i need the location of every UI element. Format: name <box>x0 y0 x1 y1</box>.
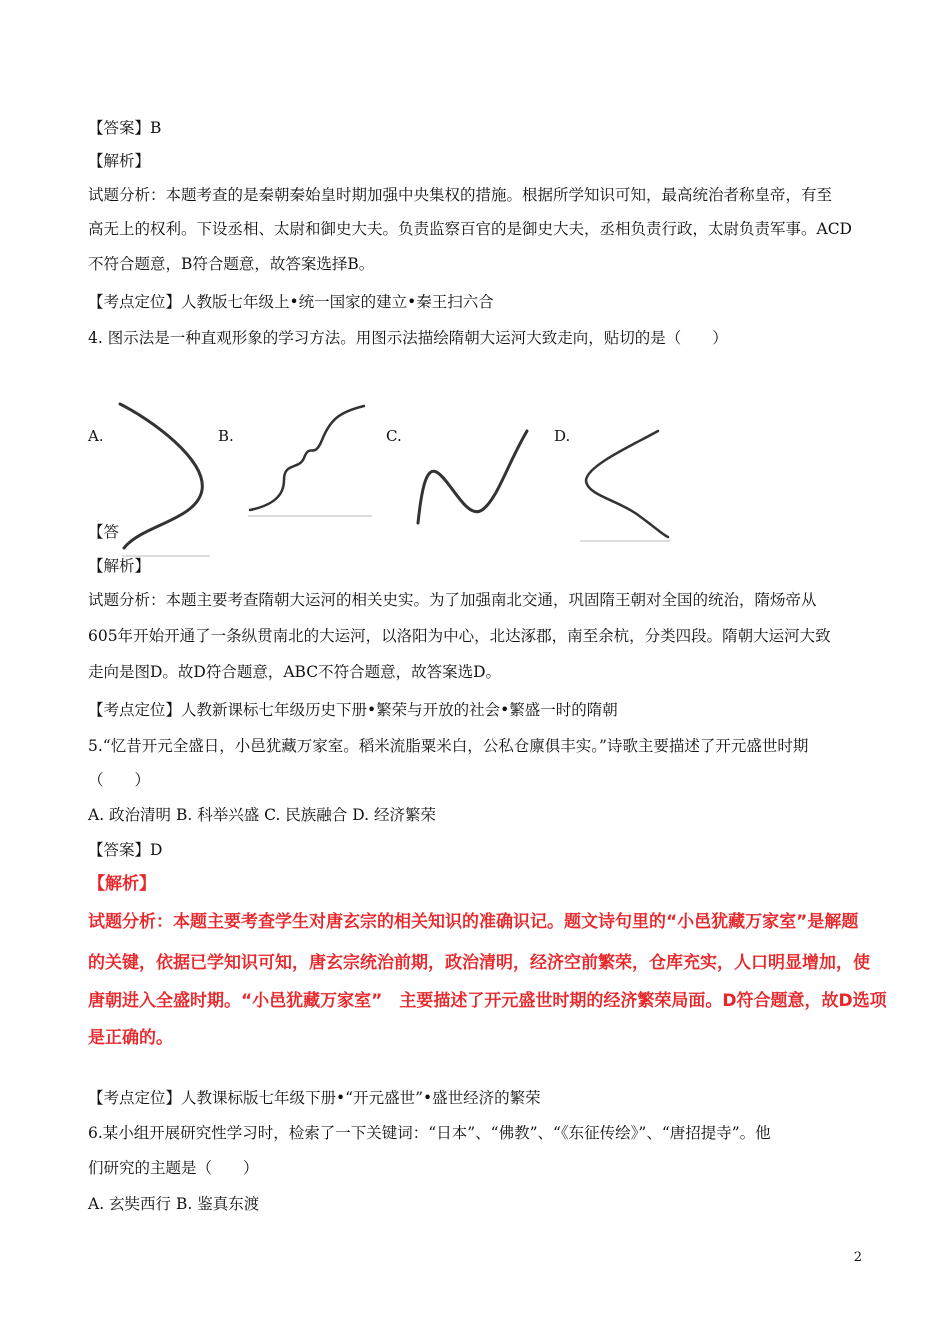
q4-option-a-label: A. <box>88 427 104 445</box>
curve-b-icon <box>244 400 374 520</box>
q4-analysis-line-3: 走向是图D。故D符合题意，ABC不符合题意，故答案选D。 <box>88 663 502 681</box>
q3-point: 【考点定位】人教版七年级上•统一国家的建立•秦王扫六合 <box>88 293 494 311</box>
q3-answer: 【答案】B <box>88 119 162 137</box>
q4-point: 【考点定位】人教新课标七年级历史下册•繁荣与开放的社会•繁盛一时的隋朝 <box>88 701 618 719</box>
q5-analysis-title: 【解析】 <box>88 874 156 894</box>
q5-point: 【考点定位】人教课标版七年级下册•“开元盛世”•盛世经济的繁荣 <box>88 1089 541 1107</box>
q4-analysis-line-1: 试题分析：本题主要考查隋朝大运河的相关史实。为了加强南北交通，巩固隋王朝对全国的统治，隋炀帝从 <box>88 591 817 609</box>
q4-analysis-line-2: 605年开始开通了一条纵贯南北的大运河，以洛阳为中心，北达涿郡，南至余杭，分类四段。隋朝大运河大致 <box>88 627 831 645</box>
page-number: 2 <box>853 1250 862 1265</box>
q5-analysis-line-1: 试题分析：本题主要考查学生对唐玄宗的相关知识的准确识记。题文诗句里的“小邑犹藏万家室”是解题 <box>88 912 859 932</box>
q6-question-line-1: 6.某小组开展研究性学习时，检索了一下关键词：“日本”、“佛教”、“《东征传绘》”、“唐招提寺”。他 <box>88 1124 771 1142</box>
q6-question-line-2: 们研究的主题是（ ） <box>88 1159 259 1177</box>
q4-option-c-label: C. <box>386 427 402 445</box>
q5-options: A. 政治清明 B. 科举兴盛 C. 民族融合 D. 经济繁荣 <box>88 806 436 824</box>
q3-analysis-title: 【解析】 <box>88 152 151 170</box>
q5-question-line-2: （ ） <box>88 771 151 789</box>
q4-question: 4. 图示法是一种直观形象的学习方法。用图示法描绘隋朝大运河大致走向，贴切的是（ ） <box>88 329 728 347</box>
q3-analysis-line-2: 高无上的权利。下设丞相、太尉和御史大夫。负责监察百官的是御史大夫，丞相负责行政，太尉负责军事。ACD <box>88 220 852 238</box>
q5-analysis-line-4: 是正确的。 <box>88 1028 173 1048</box>
q6-options: A. 玄奘西行 B. 鉴真东渡 <box>88 1195 260 1213</box>
q5-answer: 【答案】D <box>88 841 163 859</box>
curve-c-icon <box>412 425 532 525</box>
curve-d-icon <box>578 425 678 545</box>
q4-option-b-label: B. <box>218 427 234 445</box>
q3-analysis-line-3: 不符合题意，B符合题意，故答案选择B。 <box>88 255 375 273</box>
q5-analysis-line-2: 的关键，依据已学知识可知，唐玄宗统治前期，政治清明，经济空前繁荣，仓库充实，人口明显增加，使 <box>88 953 870 973</box>
q5-question-line-1: 5.“忆昔开元全盛日，小邑犹藏万家室。稻米流脂粟米白，公私仓廪俱丰实。”诗歌主要描述了开元盛世时期 <box>88 737 809 755</box>
q4-option-d-label: D. <box>554 427 571 445</box>
curve-a-icon <box>112 400 212 560</box>
q4-answer-partial: 【答 <box>88 523 120 541</box>
q4-analysis-title: 【解析】 <box>88 557 151 575</box>
q5-analysis-line-3: 唐朝进入全盛时期。“小邑犹藏万家室” 主要描述了开元盛世时期的经济繁荣局面。D符合题意，故D选项 <box>88 991 887 1011</box>
q3-analysis-line-1: 试题分析：本题考查的是秦朝秦始皇时期加强中央集权的措施。根据所学知识可知，最高统治者称皇帝，有至 <box>88 186 833 204</box>
